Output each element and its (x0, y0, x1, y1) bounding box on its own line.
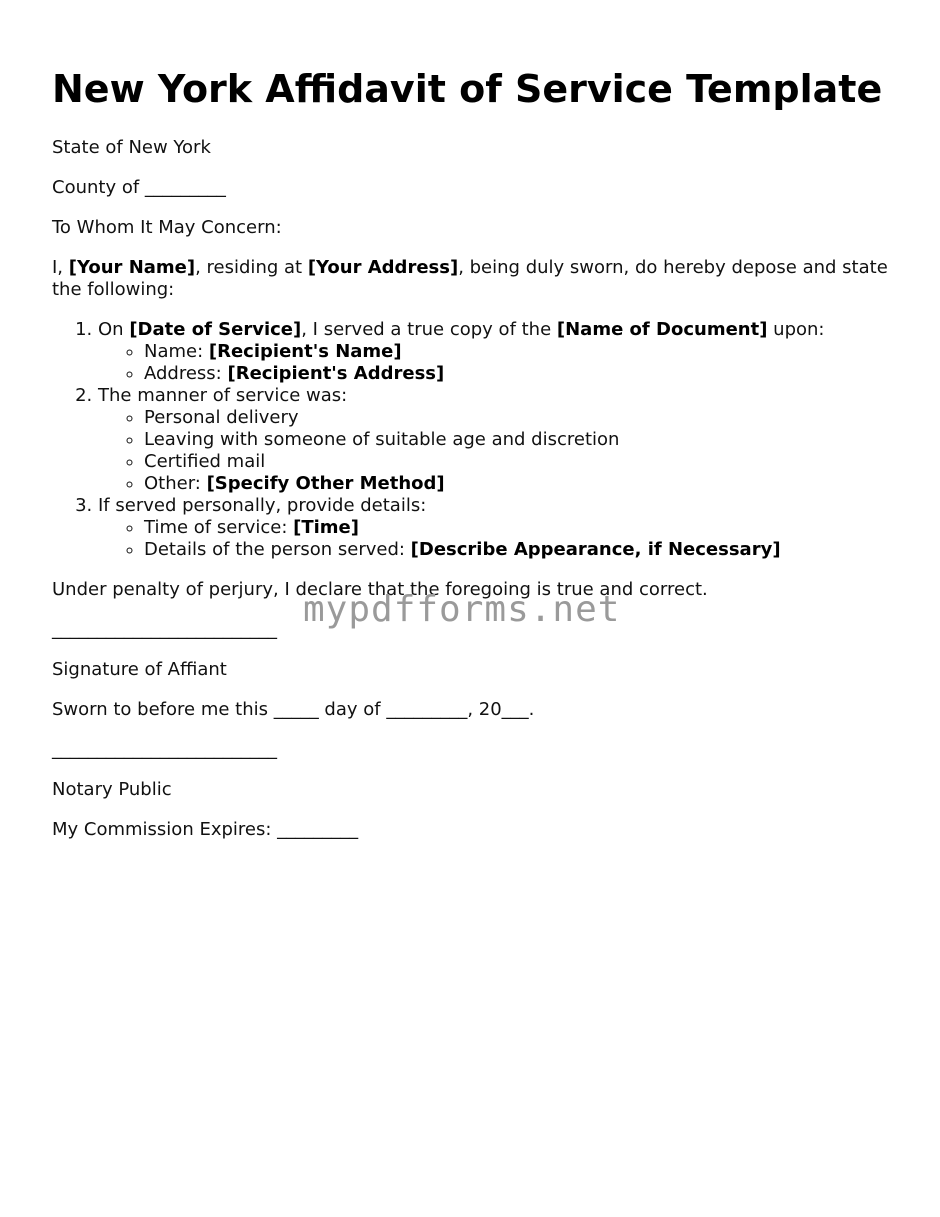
document-name-placeholder: [Name of Document] (556, 319, 768, 340)
manner-options-list (98, 407, 892, 495)
list-item-recipient-address (144, 363, 892, 385)
time-label: Time of service: (144, 517, 294, 538)
list-item-suitable-age: ◦ Leaving with someone of suitable age and discretion (144, 429, 892, 451)
intro-paragraph (52, 257, 892, 301)
watermark: mypdfforms.net (303, 589, 621, 630)
other-method-placeholder: [Specify Other Method] (206, 473, 445, 494)
recipient-address-label: Address: (144, 363, 228, 384)
recipient-name-placeholder: [Recipient's Name] (208, 341, 402, 362)
item1-middle: , I served a true copy of the (301, 319, 557, 340)
service-details-list (52, 319, 892, 561)
personal-details-list (98, 517, 892, 561)
manner-text: The manner of service was: (98, 385, 348, 406)
time-placeholder: [Time] (293, 517, 359, 538)
list-item-personal-delivery: ◦ Personal delivery (144, 407, 892, 429)
page-title: New York Affidavit of Service Template (52, 67, 883, 111)
intro-suffix: , being duly sworn, do hereby depose and state the following: (52, 257, 888, 300)
sworn-line: Sworn to before me this _____ day of _________, 20___. (52, 699, 535, 720)
person-details-label: Details of the person served: (144, 539, 411, 560)
date-of-service-placeholder: [Date of Service] (129, 319, 302, 340)
commission-expires: My Commission Expires: _________ (52, 819, 359, 840)
state-line: State of New York (52, 137, 211, 158)
salutation: To Whom It May Concern: (52, 217, 282, 238)
list-item-certified-mail: ◦ Certified mail (144, 451, 892, 473)
personal-details-text: If served personally, provide details: (98, 495, 427, 516)
list-item-person-details (144, 539, 892, 561)
item1-prefix: On (98, 319, 130, 340)
item1-suffix: upon: (767, 319, 825, 340)
signature-label: Signature of Affiant (52, 659, 227, 680)
list-item-personal-details (98, 495, 892, 561)
list-item-manner (98, 385, 892, 495)
intro-middle: , residing at (195, 257, 308, 278)
document (52, 66, 892, 859)
recipient-name-label: Name: (144, 341, 209, 362)
county-line: County of _________ (52, 177, 226, 198)
intro-prefix: I, (52, 257, 69, 278)
list-item-other (144, 473, 892, 495)
notary-label: Notary Public (52, 779, 172, 800)
your-address-placeholder: [Your Address] (307, 257, 459, 278)
your-name-placeholder: [Your Name] (68, 257, 196, 278)
appearance-placeholder: [Describe Appearance, if Necessary] (410, 539, 781, 560)
list-item-service (98, 319, 892, 385)
other-label: Other: (144, 473, 207, 494)
recipient-address-placeholder: [Recipient's Address] (227, 363, 445, 384)
signature-line: _________________________ (52, 619, 277, 640)
list-item-recipient-name (144, 341, 892, 363)
declaration: Under penalty of perjury, I declare that the foregoing is true and correct. (52, 579, 708, 600)
recipient-list (98, 341, 892, 385)
notary-signature-line: _________________________ (52, 739, 277, 760)
list-item-time (144, 517, 892, 539)
